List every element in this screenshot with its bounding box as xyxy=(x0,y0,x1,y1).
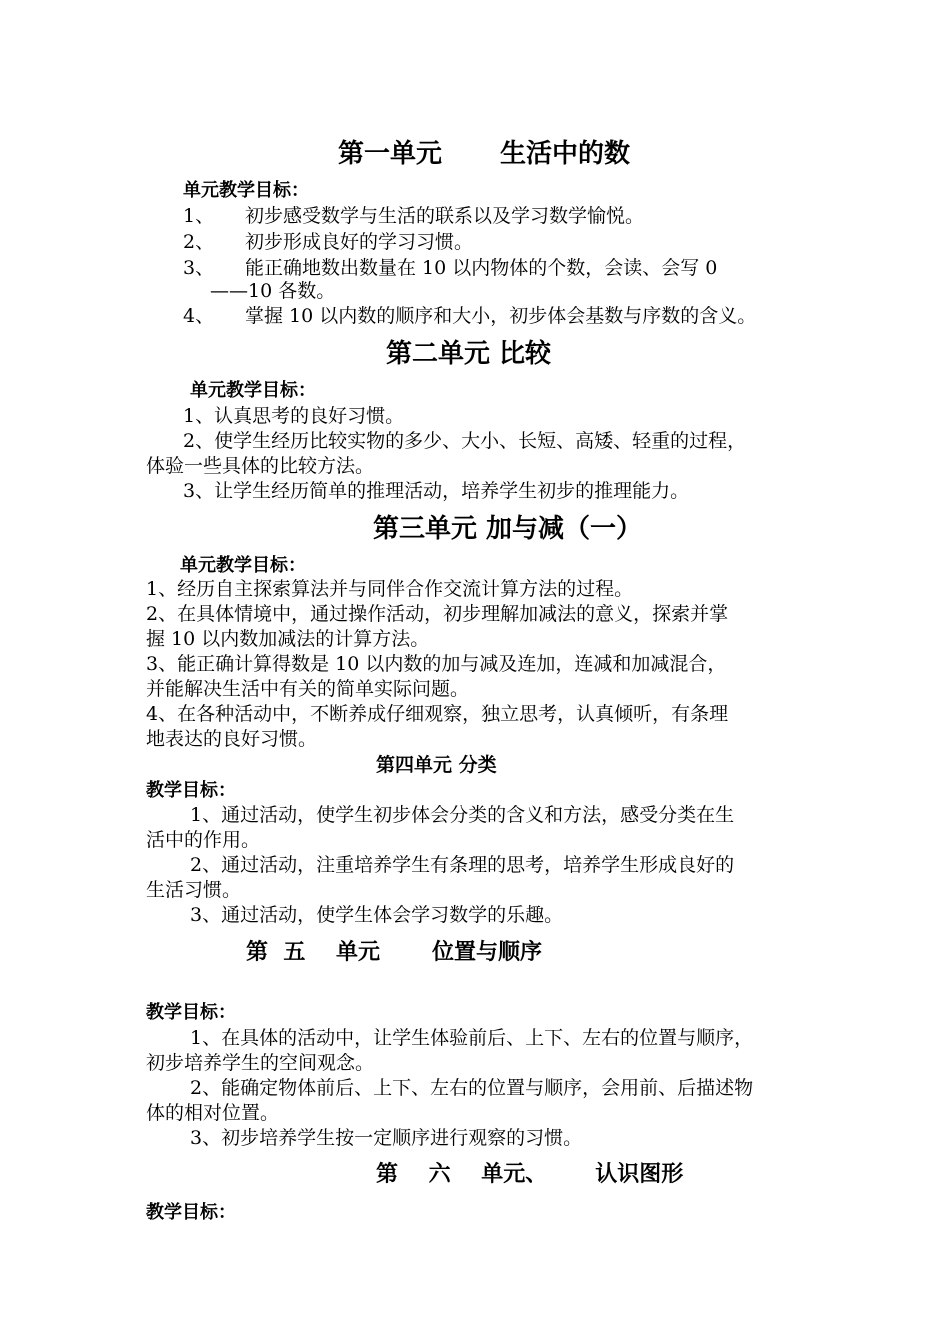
section-3-line-7: 地表达的良好习惯。 xyxy=(146,728,318,750)
section-1-item-4-text: 掌握 10 以内数的顺序和大小，初步体会基数与序数的含义。 xyxy=(245,305,757,327)
section-1-item-2-text: 初步形成良好的学习习惯。 xyxy=(245,231,474,253)
section-2-line-4: 3、让学生经历简单的推理活动，培养学生初步的推理能力。 xyxy=(183,480,690,502)
section-2-line-3: 体验一些具体的比较方法。 xyxy=(146,455,375,477)
section-1-item-4-num: 4、 xyxy=(183,305,215,327)
section-5-subtitle: 教学目标： xyxy=(146,1002,236,1023)
section-4-line-2: 活中的作用。 xyxy=(146,829,261,851)
section-2-line-2: 2、使学生经历比较实物的多少、大小、长短、高矮、轻重的过程， xyxy=(183,430,747,452)
section-5-title-part-a: 第 五 单元 xyxy=(246,940,380,965)
section-1-item-3-text: 能正确地数出数量在 10 以内物体的个数，会读、会写 0 xyxy=(245,257,718,279)
section-3-line-5: 并能解决生活中有关的简单实际问题。 xyxy=(146,678,470,700)
section-2-line-1: 1、认真思考的良好习惯。 xyxy=(183,405,405,427)
section-5-line-3: 2、能确定物体前后、上下、左右的位置与顺序，会用前、后描述物 xyxy=(190,1077,754,1099)
section-3-line-1: 1、经历自主探索算法并与同伴合作交流计算方法的过程。 xyxy=(146,578,634,600)
section-5-line-4: 体的相对位置。 xyxy=(146,1102,280,1124)
section-6-title xyxy=(376,1157,683,1188)
section-4-line-3: 2、通过活动，注重培养学生有条理的思考，培养学生形成良好的 xyxy=(190,854,735,876)
section-3-line-4: 3、能正确计算得数是 10 以内数的加与减及连加，连减和加减混合， xyxy=(146,653,727,675)
section-5-title-part-b: 位置与顺序 xyxy=(431,940,542,965)
section-3-line-3: 握 10 以内数加减法的计算方法。 xyxy=(146,628,430,650)
section-5-line-2: 初步培养学生的空间观念。 xyxy=(146,1052,375,1074)
section-1-item-3-num: 3、 xyxy=(183,257,215,279)
section-2-subtitle: 单元教学目标： xyxy=(190,380,316,401)
section-1-item-2-num: 2、 xyxy=(183,231,215,253)
section-2-title: 第二单元 比较 xyxy=(386,339,552,369)
section-4-subtitle: 教学目标： xyxy=(146,780,236,801)
section-4-title: 第四单元 分类 xyxy=(376,754,497,776)
section-5-line-1: 1、在具体的活动中，让学生体验前后、上下、左右的位置与顺序， xyxy=(190,1027,754,1049)
section-1-subtitle: 单元教学目标： xyxy=(183,180,309,201)
section-3-subtitle: 单元教学目标： xyxy=(180,555,306,576)
section-5-title xyxy=(246,935,542,966)
section-1-title-part-a: 第一单元 xyxy=(338,139,443,169)
section-1-item-3-continuation: ——10 各数。 xyxy=(210,280,336,302)
section-6-title-part-a: 第 六 单元、 xyxy=(376,1162,548,1187)
section-1-item-1-text: 初步感受数学与生活的联系以及学习数学愉悦。 xyxy=(245,205,645,227)
section-6-title-part-b: 认识图形 xyxy=(595,1162,684,1187)
section-1-item-1-num: 1、 xyxy=(183,205,215,227)
section-4-line-4: 生活习惯。 xyxy=(146,879,242,901)
section-6-subtitle: 教学目标： xyxy=(146,1202,236,1223)
section-5-line-5: 3、初步培养学生按一定顺序进行观察的习惯。 xyxy=(190,1127,583,1149)
section-3-line-6: 4、在各种活动中，不断养成仔细观察，独立思考，认真倾听，有条理 xyxy=(146,703,729,725)
section-3-line-2: 2、在具体情境中，通过操作活动，初步理解加减法的意义，探索并掌 xyxy=(146,603,729,625)
section-3-title: 第三单元 加与减（一） xyxy=(373,514,643,544)
section-4-line-1: 1、通过活动，使学生初步体会分类的含义和方法，感受分类在生 xyxy=(190,804,735,826)
section-1-title-part-b: 生活中的数 xyxy=(500,139,631,169)
section-1-title xyxy=(338,133,630,170)
section-4-line-5: 3、通过活动，使学生体会学习数学的乐趣。 xyxy=(190,904,564,926)
